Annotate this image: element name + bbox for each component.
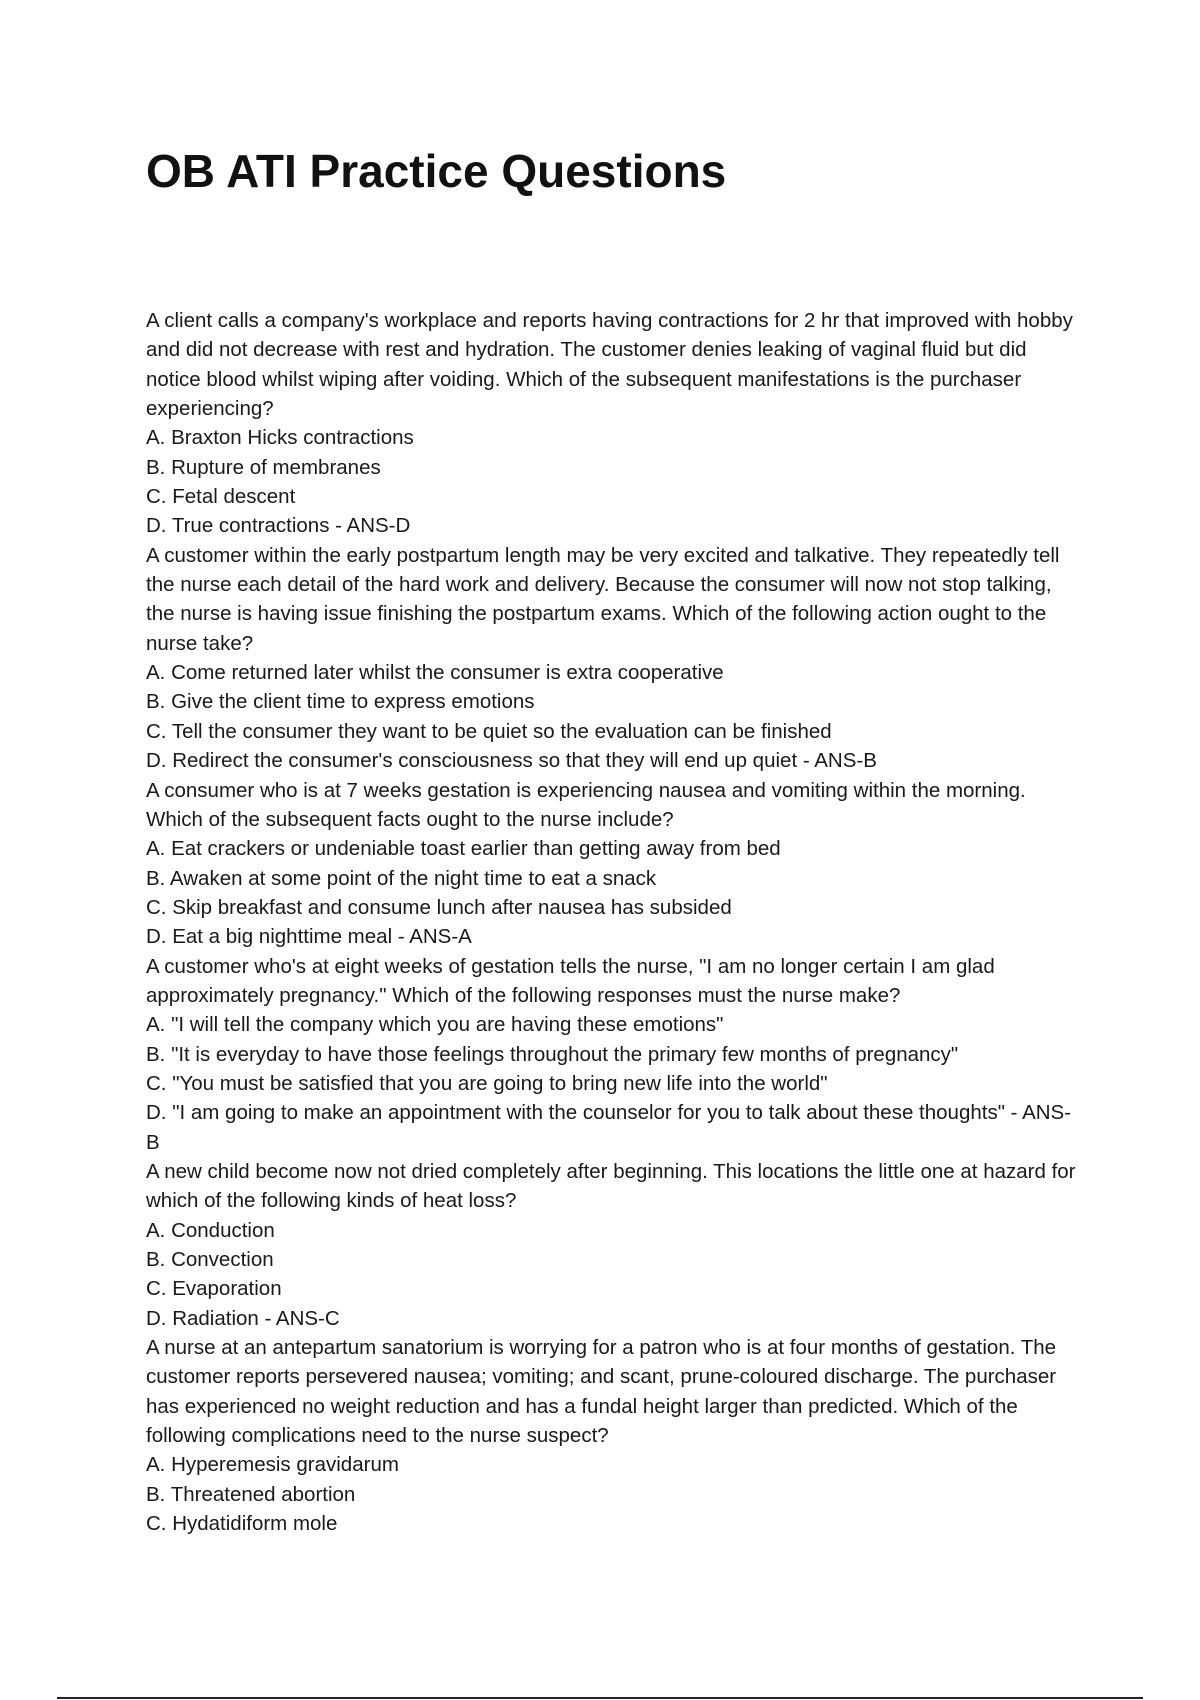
footer-divider <box>57 1697 1143 1699</box>
question-stem: A consumer who is at 7 weeks gestation is experiencing nausea and vomiting within the morning. Which of the subsequent facts ought to the nurse include? <box>146 778 1026 831</box>
answer-option: A. "I will tell the company which you are having these emotions" <box>146 1013 724 1037</box>
answer-option: B. Give the client time to express emotions <box>146 690 535 714</box>
answer-option: C. Evaporation <box>146 1277 282 1301</box>
answer-option: C. Tell the consumer they want to be quiet so the evaluation can be finished <box>146 719 832 743</box>
answer-option: A. Hyperemesis gravidarum <box>146 1453 399 1477</box>
answer-option: A. Conduction <box>146 1218 275 1242</box>
answer-option: D. Redirect the consumer's consciousness so that they will end up quiet - ANS-B <box>146 749 877 773</box>
answer-option: C. Hydatidiform mole <box>146 1512 338 1536</box>
answer-option: B. Threatened abortion <box>146 1482 356 1506</box>
answer-option: A. Braxton Hicks contractions <box>146 426 414 450</box>
question-stem: A new child become now not dried completely after beginning. This locations the little one at hazard for which of the following kinds of heat loss? <box>146 1159 1076 1213</box>
answer-option: B. Rupture of membranes <box>146 455 381 479</box>
answer-option: A. Come returned later whilst the consumer is extra cooperative <box>146 661 724 685</box>
document-title: OB ATI Practice Questions <box>146 145 727 197</box>
question-stem: A customer who's at eight weeks of gestation tells the nurse, "I am no longer certain I am glad approximately pregnancy." Which of the following responses must the nurse make? <box>146 954 995 1007</box>
question-list <box>146 306 1076 1538</box>
question-stem: A nurse at an antepartum sanatorium is worrying for a patron who is at four months of gestation. The customer reports persevered nausea; vomiting; and scant, prune-coloured discharge. The purchaser has experienced no weight reduction and has a fundal height larger than predicted. Which of the following complications need to the nurse suspect? <box>146 1336 1057 1448</box>
question-stem: A customer within the early postpartum length may be very excited and talkative. They repeatedly tell the nurse each detail of the hard work and delivery. Because the consumer will now not stop talking, the nurse is having issue finishing the postpartum exams. Which of the following action ought to the nurse take? <box>146 543 1060 655</box>
answer-option: A. Eat crackers or undeniable toast earlier than getting away from bed <box>146 837 781 861</box>
answer-option: D. Eat a big nighttime meal - ANS-A <box>146 925 472 949</box>
answer-option: C. Skip breakfast and consume lunch after nausea has subsided <box>146 895 732 919</box>
answer-option: D. True contractions - ANS-D <box>146 514 411 538</box>
answer-option: B. "It is everyday to have those feelings throughout the primary few months of pregnancy" <box>146 1042 959 1066</box>
answer-option: D. "I am going to make an appointment with the counselor for you to talk about these thoughts" - ANS-B <box>146 1101 1072 1154</box>
question-stem: A client calls a company's workplace and reports having contractions for 2 hr that improved with hobby and did not decrease with rest and hydration. The customer denies leaking of vaginal fluid but did notice blood whilst wiping after voiding. Which of the subsequent manifestations is the purchaser experiencing? <box>146 309 1073 421</box>
answer-option: B. Awaken at some point of the night time to eat a snack <box>146 866 657 890</box>
answer-option: C. Fetal descent <box>146 485 296 509</box>
answer-option: D. Radiation - ANS-C <box>146 1306 340 1330</box>
answer-option: B. Convection <box>146 1248 274 1271</box>
answer-option: C. "You must be satisfied that you are going to bring new life into the world" <box>146 1071 828 1095</box>
